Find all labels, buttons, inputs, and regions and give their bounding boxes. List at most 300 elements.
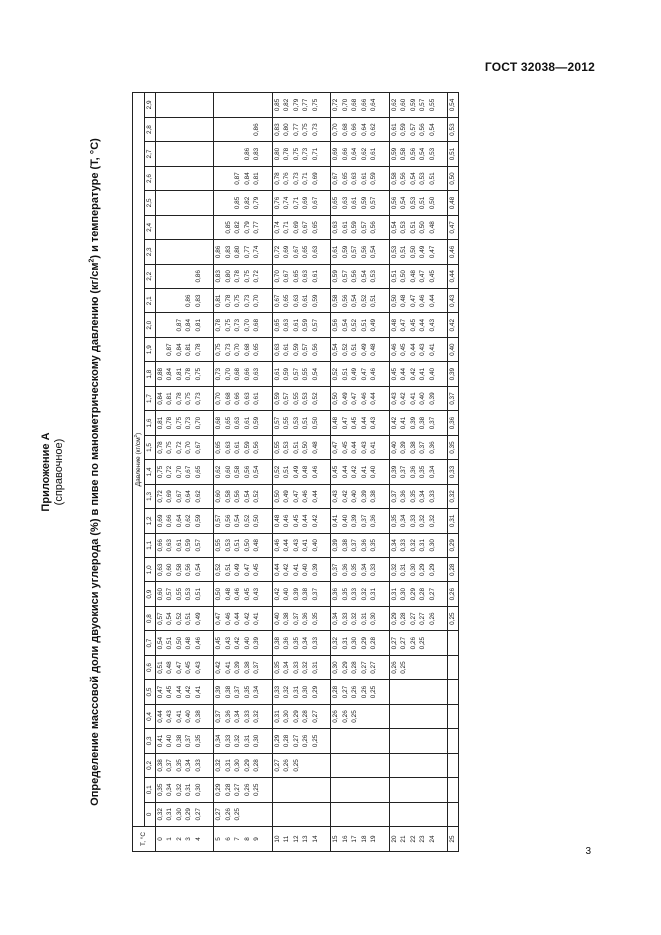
value-cell: 0,32 [331, 631, 341, 655]
value-cell [252, 93, 262, 118]
value-cell: 0,58 [399, 142, 409, 166]
gap-cell [379, 631, 390, 655]
value-cell: 0,65 [252, 337, 262, 361]
gap-cell [262, 117, 273, 141]
gap-cell [379, 729, 390, 753]
gap-cell [203, 827, 214, 852]
value-cell: 0,33 [448, 460, 459, 484]
value-cell: 0,40 [389, 435, 399, 459]
value-cell: 0,50 [272, 484, 282, 508]
temperature-cell: 14 [311, 827, 321, 852]
value-cell: 0,78 [233, 264, 243, 288]
gap-cell [379, 117, 390, 141]
gap-cell [203, 729, 214, 753]
table-row [243, 93, 253, 852]
value-cell: 0,75 [311, 93, 321, 118]
value-cell: 0,42 [282, 558, 292, 582]
value-cell: 0,59 [301, 313, 311, 337]
value-cell: 0,25 [418, 631, 428, 655]
value-cell: 0,66 [233, 386, 243, 410]
value-cell: 0,51 [360, 313, 370, 337]
value-cell: 0,31 [272, 704, 282, 728]
page-number: 3 [585, 846, 591, 857]
value-cell [214, 117, 224, 141]
value-cell: 0,50 [252, 509, 262, 533]
value-cell: 0,46 [360, 386, 370, 410]
value-cell: 0,38 [341, 533, 351, 557]
temperature-cell: 1 [165, 827, 175, 852]
value-cell [389, 778, 399, 802]
value-cell: 0,50 [301, 435, 311, 459]
gap-cell [437, 802, 448, 826]
value-cell: 0,47 [448, 215, 459, 239]
value-cell: 0,36 [360, 533, 370, 557]
value-cell: 0,39 [233, 655, 243, 679]
value-cell [184, 166, 194, 190]
value-cell: 0,35 [292, 631, 302, 655]
value-cell [360, 802, 370, 826]
value-cell: 0,59 [369, 166, 379, 190]
value-cell [155, 264, 165, 288]
value-cell: 0,55 [272, 435, 282, 459]
gap-cell [262, 827, 273, 852]
value-cell: 0,30 [282, 704, 292, 728]
value-cell: 0,52 [243, 509, 253, 533]
value-cell: 0,49 [282, 484, 292, 508]
value-cell: 0,80 [224, 264, 234, 288]
gap-cell [437, 240, 448, 264]
value-cell: 0,65 [282, 289, 292, 313]
value-cell: 0,30 [233, 753, 243, 777]
gap-cell [320, 753, 331, 777]
value-cell: 0,27 [214, 802, 224, 826]
value-cell: 0,70 [331, 117, 341, 141]
gap-cell [379, 484, 390, 508]
value-cell: 0,68 [224, 386, 234, 410]
value-cell: 0,80 [272, 142, 282, 166]
value-cell [428, 655, 438, 679]
value-cell: 0,31 [243, 729, 253, 753]
value-cell: 0,52 [331, 362, 341, 386]
value-cell [214, 191, 224, 215]
value-cell: 0,57 [350, 240, 360, 264]
pressure-col-header: 2,7 [145, 142, 156, 166]
table-row [341, 93, 351, 852]
value-cell: 0,75 [175, 411, 185, 435]
value-cell: 0,46 [224, 606, 234, 630]
pressure-col-header: 1,9 [145, 337, 156, 361]
value-cell: 0,47 [360, 362, 370, 386]
value-cell: 0,37 [252, 655, 262, 679]
value-cell: 0,51 [224, 558, 234, 582]
value-cell: 0,36 [448, 411, 459, 435]
value-cell: 0,81 [252, 166, 262, 190]
value-cell: 0,27 [311, 704, 321, 728]
value-cell: 0,47 [409, 289, 419, 313]
value-cell: 0,30 [409, 558, 419, 582]
gap-cell [262, 289, 273, 313]
gap-cell [320, 729, 331, 753]
value-cell: 0,54 [418, 142, 428, 166]
value-cell: 0,31 [360, 606, 370, 630]
value-cell: 0,37 [448, 386, 459, 410]
value-cell: 0,36 [409, 460, 419, 484]
value-cell: 0,72 [165, 460, 175, 484]
value-cell: 0,64 [175, 509, 185, 533]
value-cell [369, 704, 379, 728]
value-cell [428, 753, 438, 777]
value-cell: 0,53 [224, 533, 234, 557]
value-cell: 0,57 [282, 386, 292, 410]
gap-cell [203, 778, 214, 802]
table-row [448, 93, 459, 852]
value-cell [311, 778, 321, 802]
value-cell: 0,86 [184, 289, 194, 313]
value-cell: 0,51 [399, 240, 409, 264]
value-cell: 0,70 [175, 460, 185, 484]
gap-cell [437, 313, 448, 337]
value-cell: 0,72 [272, 240, 282, 264]
gap-cell [437, 191, 448, 215]
value-cell: 0,42 [233, 631, 243, 655]
gap-cell [203, 362, 214, 386]
table-row [301, 93, 311, 852]
value-cell: 0,48 [399, 289, 409, 313]
value-cell: 0,69 [331, 142, 341, 166]
gap-cell [437, 704, 448, 728]
pressure-col-header: 1,7 [145, 386, 156, 410]
value-cell: 0,34 [252, 680, 262, 704]
value-cell [428, 680, 438, 704]
value-cell: 0,48 [409, 264, 419, 288]
pressure-col-header: 2,1 [145, 289, 156, 313]
value-cell: 0,37 [418, 435, 428, 459]
value-cell: 0,55 [292, 386, 302, 410]
gap-cell [379, 411, 390, 435]
value-cell: 0,82 [233, 215, 243, 239]
pressure-header-end: ) [135, 432, 142, 435]
value-cell: 0,63 [252, 362, 262, 386]
value-cell: 0,40 [341, 509, 351, 533]
gap-cell [262, 460, 273, 484]
pressure-col-header: 0 [145, 802, 156, 826]
value-cell: 0,25 [252, 778, 262, 802]
value-cell: 0,41 [252, 606, 262, 630]
value-cell: 0,61 [389, 117, 399, 141]
value-cell: 0,72 [155, 484, 165, 508]
value-cell: 0,45 [341, 435, 351, 459]
value-cell: 0,35 [243, 680, 253, 704]
value-cell: 0,26 [389, 655, 399, 679]
value-cell: 0,30 [175, 802, 185, 826]
value-cell: 0,41 [224, 655, 234, 679]
table-title [88, 92, 102, 852]
value-cell: 0,52 [360, 289, 370, 313]
pressure-col-header: 2,3 [145, 240, 156, 264]
gap-cell [320, 289, 331, 313]
value-cell: 0,46 [272, 533, 282, 557]
value-cell [301, 753, 311, 777]
value-cell: 0,63 [233, 411, 243, 435]
value-cell: 0,29 [214, 778, 224, 802]
value-cell: 0,51 [418, 191, 428, 215]
value-cell: 0,39 [389, 460, 399, 484]
gap-cell [203, 264, 214, 288]
pressure-col-header: 0,6 [145, 655, 156, 679]
value-cell: 0,65 [194, 460, 204, 484]
value-cell: 0,41 [175, 704, 185, 728]
gap-cell [379, 460, 390, 484]
value-cell: 0,66 [350, 117, 360, 141]
value-cell [428, 704, 438, 728]
value-cell: 0,52 [214, 558, 224, 582]
value-cell: 0,50 [418, 215, 428, 239]
value-cell [448, 655, 459, 679]
value-cell: 0,47 [292, 484, 302, 508]
value-cell [350, 729, 360, 753]
value-cell: 0,33 [243, 704, 253, 728]
value-cell: 0,61 [369, 142, 379, 166]
value-cell: 0,65 [341, 166, 351, 190]
gap-cell [262, 631, 273, 655]
value-cell: 0,34 [428, 460, 438, 484]
value-cell: 0,54 [409, 166, 419, 190]
value-cell [165, 142, 175, 166]
value-cell [243, 117, 253, 141]
value-cell: 0,40 [448, 337, 459, 361]
value-cell: 0,51 [301, 411, 311, 435]
value-cell: 0,40 [243, 631, 253, 655]
gap-cell [203, 460, 214, 484]
value-cell: 0,57 [360, 215, 370, 239]
value-cell: 0,28 [282, 729, 292, 753]
value-cell: 0,33 [409, 509, 419, 533]
value-cell: 0,34 [165, 778, 175, 802]
value-cell [194, 117, 204, 141]
gap-cell [203, 191, 214, 215]
gap-cell [262, 680, 273, 704]
value-cell: 0,31 [369, 582, 379, 606]
value-cell [224, 191, 234, 215]
value-cell: 0,84 [243, 166, 253, 190]
value-cell: 0,55 [214, 533, 224, 557]
value-cell: 0,45 [292, 509, 302, 533]
value-cell: 0,41 [369, 435, 379, 459]
value-cell [224, 142, 234, 166]
value-cell [233, 117, 243, 141]
value-cell [155, 240, 165, 264]
gap-cell [379, 264, 390, 288]
value-cell [184, 142, 194, 166]
table-row [214, 93, 224, 852]
value-cell: 0,56 [243, 460, 253, 484]
value-cell: 0,70 [184, 435, 194, 459]
value-cell [409, 753, 419, 777]
value-cell: 0,33 [311, 631, 321, 655]
pressure-col-header: 0,3 [145, 729, 156, 753]
value-cell: 0,27 [389, 631, 399, 655]
value-cell: 0,71 [292, 191, 302, 215]
value-cell: 0,68 [341, 117, 351, 141]
value-cell: 0,50 [331, 386, 341, 410]
value-cell: 0,35 [311, 606, 321, 630]
value-cell [165, 191, 175, 215]
value-cell: 0,40 [165, 729, 175, 753]
value-cell: 0,54 [233, 509, 243, 533]
value-cell: 0,42 [311, 509, 321, 533]
value-cell: 0,84 [175, 337, 185, 361]
value-cell: 0,30 [194, 778, 204, 802]
value-cell: 0,44 [301, 509, 311, 533]
value-cell: 0,38 [243, 655, 253, 679]
value-cell: 0,53 [418, 166, 428, 190]
value-cell: 0,58 [175, 558, 185, 582]
value-cell: 0,27 [194, 802, 204, 826]
value-cell: 0,42 [448, 313, 459, 337]
temperature-cell: 21 [399, 827, 409, 852]
value-cell: 0,39 [399, 435, 409, 459]
gap-cell [203, 386, 214, 410]
gap-cell [320, 802, 331, 826]
value-cell: 0,60 [155, 582, 165, 606]
value-cell: 0,64 [369, 93, 379, 118]
value-cell: 0,45 [389, 362, 399, 386]
value-cell: 0,81 [184, 337, 194, 361]
value-cell: 0,73 [243, 289, 253, 313]
value-cell: 0,44 [282, 533, 292, 557]
value-cell: 0,46 [448, 240, 459, 264]
value-cell: 0,44 [350, 435, 360, 459]
value-cell: 0,63 [243, 386, 253, 410]
value-cell: 0,44 [360, 411, 370, 435]
gap-cell [437, 142, 448, 166]
value-cell: 0,34 [233, 704, 243, 728]
gap-cell [379, 337, 390, 361]
value-cell: 0,58 [224, 484, 234, 508]
value-cell [184, 215, 194, 239]
value-cell: 0,51 [155, 655, 165, 679]
gap-cell [437, 655, 448, 679]
value-cell [175, 289, 185, 313]
value-cell: 0,65 [272, 313, 282, 337]
gap-cell [437, 362, 448, 386]
value-cell: 0,75 [155, 460, 165, 484]
value-cell: 0,48 [301, 460, 311, 484]
gap-cell [379, 93, 390, 118]
value-cell [184, 191, 194, 215]
value-cell: 0,37 [428, 411, 438, 435]
value-cell: 0,61 [350, 191, 360, 215]
value-cell: 0,46 [389, 337, 399, 361]
value-cell: 0,47 [428, 240, 438, 264]
value-cell [165, 93, 175, 118]
value-cell: 0,38 [224, 680, 234, 704]
value-cell: 0,59 [331, 264, 341, 288]
value-cell: 0,42 [409, 362, 419, 386]
value-cell: 0,56 [409, 142, 419, 166]
value-cell: 0,44 [311, 484, 321, 508]
value-cell: 0,75 [165, 435, 175, 459]
gap-cell [437, 582, 448, 606]
value-cell [184, 93, 194, 118]
pressure-header [133, 93, 145, 827]
temperature-cell: 5 [214, 827, 224, 852]
value-cell: 0,57 [165, 582, 175, 606]
value-cell: 0,40 [272, 606, 282, 630]
value-cell: 0,48 [165, 655, 175, 679]
value-cell: 0,35 [418, 460, 428, 484]
value-cell [448, 802, 459, 826]
value-cell [389, 753, 399, 777]
table-row [428, 93, 438, 852]
gap-cell [437, 729, 448, 753]
value-cell: 0,79 [292, 93, 302, 118]
value-cell: 0,58 [233, 460, 243, 484]
value-cell [175, 142, 185, 166]
table-row [194, 93, 204, 852]
value-cell: 0,68 [214, 411, 224, 435]
value-cell: 0,59 [360, 191, 370, 215]
gap-cell [203, 289, 214, 313]
value-cell: 0,44 [233, 606, 243, 630]
value-cell: 0,41 [428, 337, 438, 361]
value-cell: 0,42 [389, 411, 399, 435]
value-cell: 0,48 [428, 215, 438, 239]
value-cell: 0,39 [360, 484, 370, 508]
value-cell [428, 802, 438, 826]
value-cell: 0,77 [243, 240, 253, 264]
temperature-cell: 25 [448, 827, 459, 852]
value-cell: 0,26 [224, 802, 234, 826]
value-cell: 0,38 [194, 704, 204, 728]
gap-cell [437, 484, 448, 508]
value-cell: 0,54 [389, 215, 399, 239]
group-gap-row [262, 93, 273, 852]
value-cell: 0,56 [184, 558, 194, 582]
gap-cell [203, 655, 214, 679]
value-cell: 0,61 [341, 215, 351, 239]
value-cell: 0,30 [252, 729, 262, 753]
table-row [282, 93, 292, 852]
value-cell [399, 753, 409, 777]
gap-cell [262, 729, 273, 753]
value-cell: 0,50 [409, 240, 419, 264]
gap-cell [320, 778, 331, 802]
value-cell: 0,81 [194, 313, 204, 337]
value-cell: 0,43 [428, 313, 438, 337]
value-cell: 0,72 [175, 435, 185, 459]
value-cell: 0,41 [301, 533, 311, 557]
value-cell: 0,59 [252, 411, 262, 435]
value-cell [194, 191, 204, 215]
gap-cell [379, 142, 390, 166]
value-cell [448, 631, 459, 655]
value-cell: 0,43 [331, 484, 341, 508]
value-cell [418, 753, 428, 777]
value-cell: 0,41 [399, 411, 409, 435]
value-cell: 0,65 [331, 191, 341, 215]
pressure-col-header: 1,3 [145, 484, 156, 508]
gap-cell [320, 386, 331, 410]
value-cell: 0,61 [360, 166, 370, 190]
value-cell [448, 778, 459, 802]
pressure-col-header: 0,7 [145, 631, 156, 655]
value-cell: 0,43 [360, 435, 370, 459]
gap-cell [320, 117, 331, 141]
value-cell: 0,70 [272, 264, 282, 288]
value-cell: 0,35 [369, 533, 379, 557]
value-cell: 0,83 [194, 289, 204, 313]
